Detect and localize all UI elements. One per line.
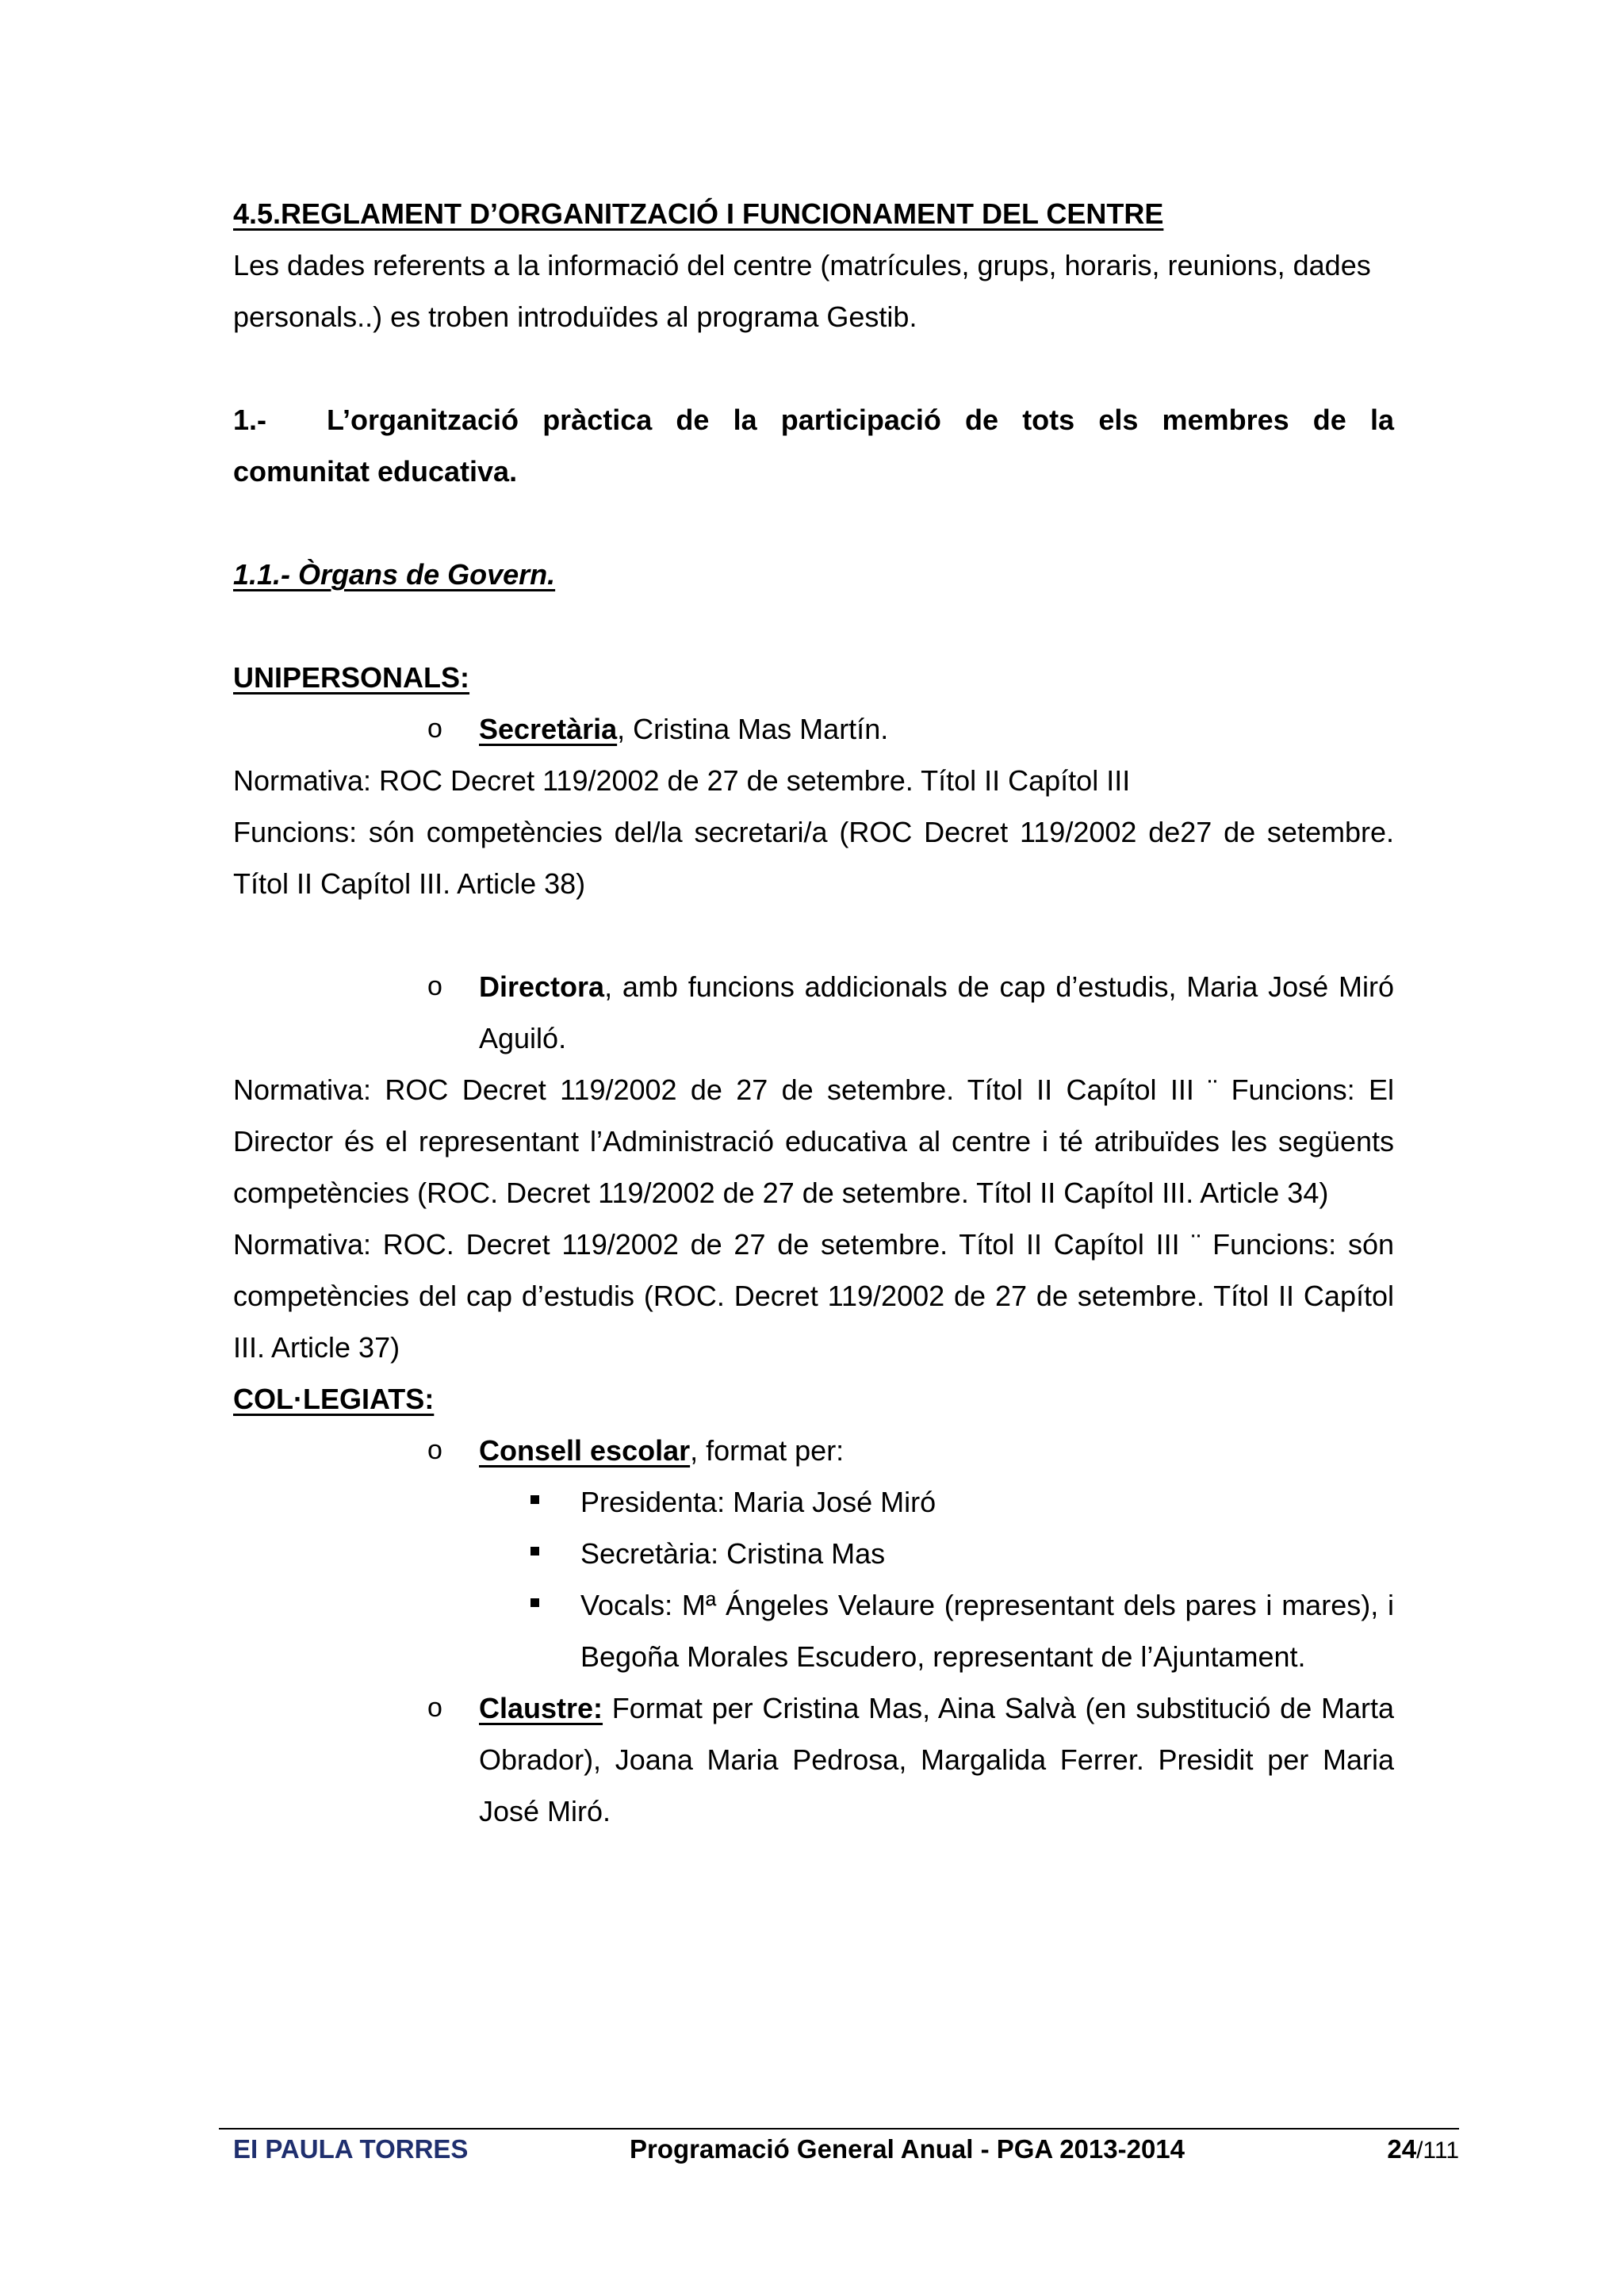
sublist-item [233, 1528, 1394, 1579]
list-item-consell-escolar [233, 1425, 1394, 1476]
claustre-text: Format per Cristina Mas, Aina Salvà (en substitució de Marta Obrador), Joana Maria Pedrosa, Margalida Ferrer. Presidit per Maria José Miró. [479, 1692, 1394, 1827]
page-footer [219, 2128, 1459, 2177]
sublist-item-text: Secretària: Cristina Mas [580, 1537, 886, 1570]
footer-page-number [1387, 2134, 1459, 2164]
list-item-directora [233, 961, 1394, 1064]
heading-1 [233, 394, 1394, 446]
sublist-item [233, 1579, 1394, 1682]
sublist-item-text: Vocals: Mª Ángeles Velaure (representant dels pares i mares), i Begoña Morales Escudero, representant de l’Ajuntament. [580, 1589, 1394, 1673]
list-item-claustre [233, 1682, 1394, 1837]
heading-1-text: L’organització pràctica de la participació de tots els membres de la [327, 404, 1394, 436]
normativa-secretaria: Normativa: ROC Decret 119/2002 de 27 de setembre. Títol II Capítol III [233, 764, 1131, 797]
heading-1-continuation: comunitat educativa. [233, 455, 518, 488]
bullet-square-icon [530, 1476, 580, 1528]
sublist-item-text: Presidenta: Maria José Miró [580, 1486, 936, 1518]
section-title: 4.5.REGLAMENT D’ORGANITZACIÓ I FUNCIONAMENT DEL CENTRE [233, 197, 1164, 230]
consell-text: , format per: [690, 1434, 845, 1467]
normativa-directora: Normativa: ROC Decret 119/2002 de 27 de setembre. Títol II Capítol III ¨ Funcions: El Director és el representant l’Administració educativa al centre i té atribuïdes les següents competències (ROC. Decret 119/2002 de 27 de setembre. Títol II Capítol III. Article 34) [233, 1073, 1394, 1209]
bullet-circle-icon: o [427, 714, 442, 744]
bullet-square-icon [530, 1528, 580, 1579]
directora-title: Directora [479, 970, 605, 1003]
list-item-secretaria [233, 703, 1394, 755]
normativa-cap-estudis: Normativa: ROC. Decret 119/2002 de 27 de setembre. Títol II Capítol III ¨ Funcions: són competències del cap d’estudis (ROC. Decret 119/2002 de 27 de setembre. Títol II Capítol III. Article 37) [233, 1228, 1394, 1364]
intro-paragraph: Les dades referents a la informació del centre (matrícules, grups, horaris, reunions, dades personals..) es troben introduïdes al programa Gestib. [233, 249, 1371, 333]
page-current: 24 [1387, 2134, 1417, 2164]
sublist-item [233, 1476, 1394, 1528]
funcions-secretaria: Funcions: són competències del/la secretari/a (ROC Decret 119/2002 de27 de setembre. Títol II Capítol III. Article 38) [233, 816, 1394, 900]
consell-title: Consell escolar [479, 1434, 691, 1467]
page-total: /111 [1416, 2137, 1459, 2164]
bullet-circle-icon: o [427, 1435, 442, 1465]
bullet-circle-icon: o [427, 1693, 442, 1723]
footer-school-name: EI PAULA TORRES [233, 2134, 469, 2164]
bullet-square-icon [530, 1579, 580, 1682]
directora-text: , amb funcions addicionals de cap d’estudis, Maria José Miró Aguiló. [479, 970, 1394, 1054]
page-content [233, 188, 1394, 1837]
collegiats-label: COL·LEGIATS: [233, 1383, 435, 1415]
heading-1-number: 1.- [233, 404, 267, 436]
secretaria-title: Secretària [479, 713, 618, 745]
footer-program-title: Programació General Anual - PGA 2013-2014 [630, 2134, 1185, 2164]
bullet-circle-icon: o [427, 971, 442, 1001]
claustre-title: Claustre: [479, 1692, 603, 1724]
heading-1-1: 1.1.- Òrgans de Govern. [233, 558, 556, 591]
unipersonals-label: UNIPERSONALS: [233, 661, 470, 694]
secretaria-text: , Cristina Mas Martín. [617, 713, 889, 745]
